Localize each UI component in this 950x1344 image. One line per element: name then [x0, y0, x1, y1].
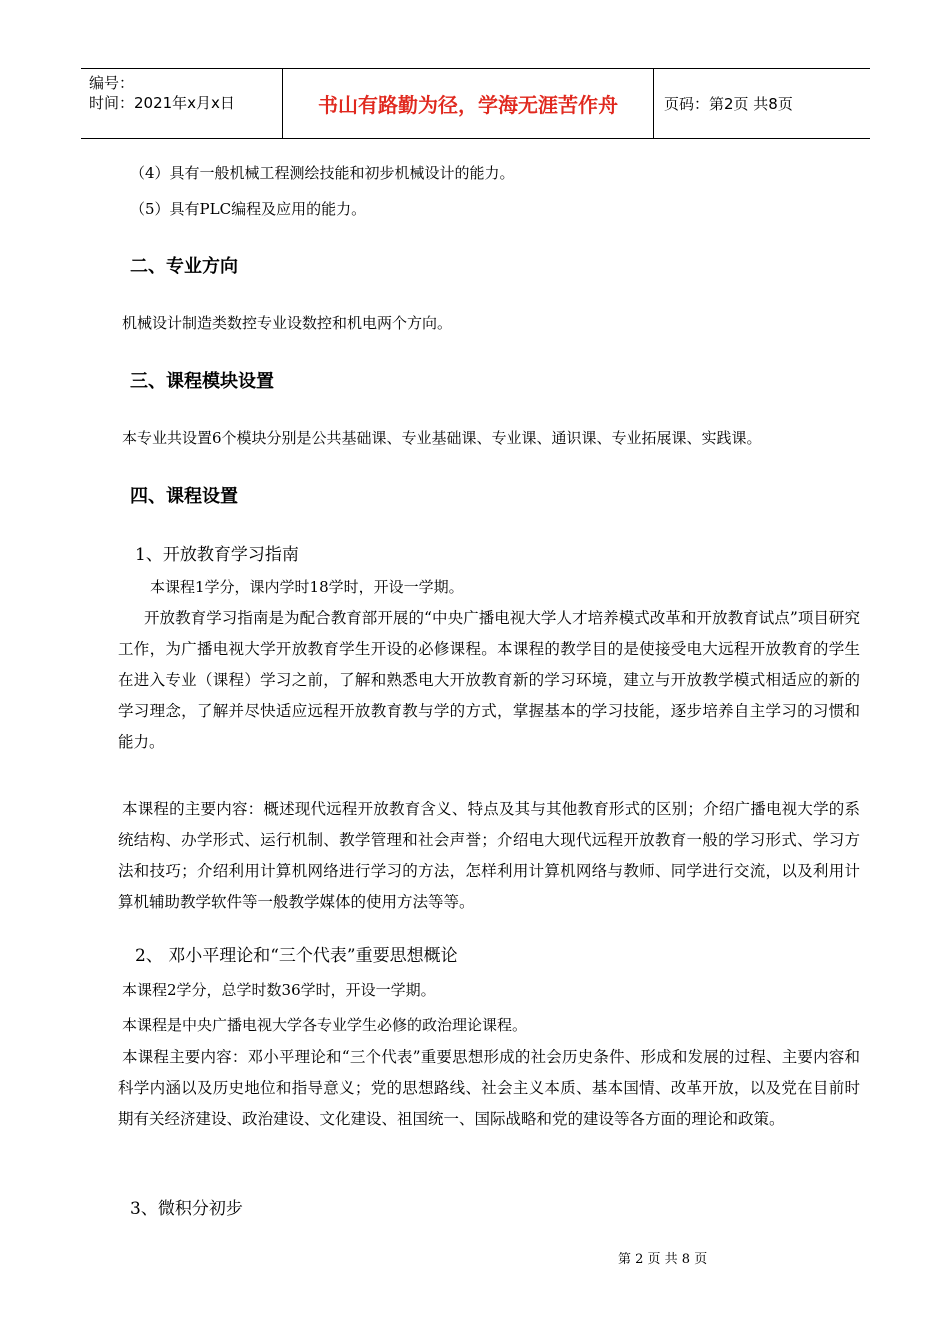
- page-footer: 第 2 页 共 8 页: [618, 1252, 708, 1267]
- section-heading-modules: 三、课程模块设置: [130, 371, 274, 392]
- course-1-title: 1、开放教育学习指南: [135, 545, 299, 565]
- section-modules-text: 本专业共设置6个模块分别是公共基础课、专业基础课、专业课、通识课、专业拓展课、实践课。: [122, 429, 762, 447]
- section-direction-text: 机械设计制造类数控专业设数控和机电两个方向。: [122, 314, 453, 332]
- course-2-contents: 本课程主要内容：邓小平理论和“三个代表”重要思想形成的社会历史条件、形成和发展的过程、主要内容和科学内涵以及历史地位和指导意义；党的思想路线、社会主义本质、基本国情、改革开放，以及党在目前时期有关经济建设、政治建设、文化建设、祖国统一、国际战略和党的建设等各方面的理论和政策。: [118, 1048, 860, 1128]
- ability-item-4: （4）具有一般机械工程测绘技能和初步机械设计的能力。: [130, 164, 515, 182]
- document-number-label: 编号：: [89, 74, 135, 92]
- header-meta: [81, 69, 283, 138]
- course-1-credit: 本课程1学分，课内学时18学时，开设一学期。: [150, 578, 464, 596]
- header-motto: 书山有路勤为径，学海无涯苦作舟: [283, 69, 654, 138]
- page-header: [81, 68, 870, 139]
- course-2-credit: 本课程2学分，总学时数36学时，开设一学期。: [122, 981, 436, 999]
- course-1-description: 开放教育学习指南是为配合教育部开展的“中央广播电视大学人才培养模式改革和开放教育试点”项目研究工作，为广播电视大学开放教育学生开设的必修课程。本课程的教学目的是使接受电大远程开放教育的学生在进入专业（课程）学习之前，了解和熟悉电大开放教育新的学习环境，建立与开放教学模式相适应的新的学习理念，了解并尽快适应远程开放教育教与学的方式，掌握基本的学习技能，逐步培养自主学习的习惯和能力。: [118, 609, 860, 751]
- header-page-info: 页码：第2页 共8页: [664, 95, 793, 113]
- section-heading-direction: 二、专业方向: [130, 256, 238, 277]
- course-3-title: 3、微积分初步: [130, 1199, 243, 1219]
- document-date: 时间：2021年x月x日: [89, 94, 235, 112]
- section-heading-courses: 四、课程设置: [130, 486, 238, 507]
- course-2-description: 本课程是中央广播电视大学各专业学生必修的政治理论课程。: [122, 1016, 528, 1034]
- ability-item-5: （5）具有PLC编程及应用的能力。: [130, 200, 367, 218]
- course-1-contents: 本课程的主要内容：概述现代远程开放教育含义、特点及其与其他教育形式的区别；介绍广播电视大学的系统结构、办学形式、运行机制、教学管理和社会声誉；介绍电大现代远程开放教育一般的学习形式、学习方法和技巧；介绍利用计算机网络进行学习的方法，怎样利用计算机网络与教师、同学进行交流，以及利用计算机辅助教学软件等一般教学媒体的使用方法等等。: [118, 800, 860, 911]
- course-2-title: 2、 邓小平理论和“三个代表”重要思想概论: [135, 946, 458, 966]
